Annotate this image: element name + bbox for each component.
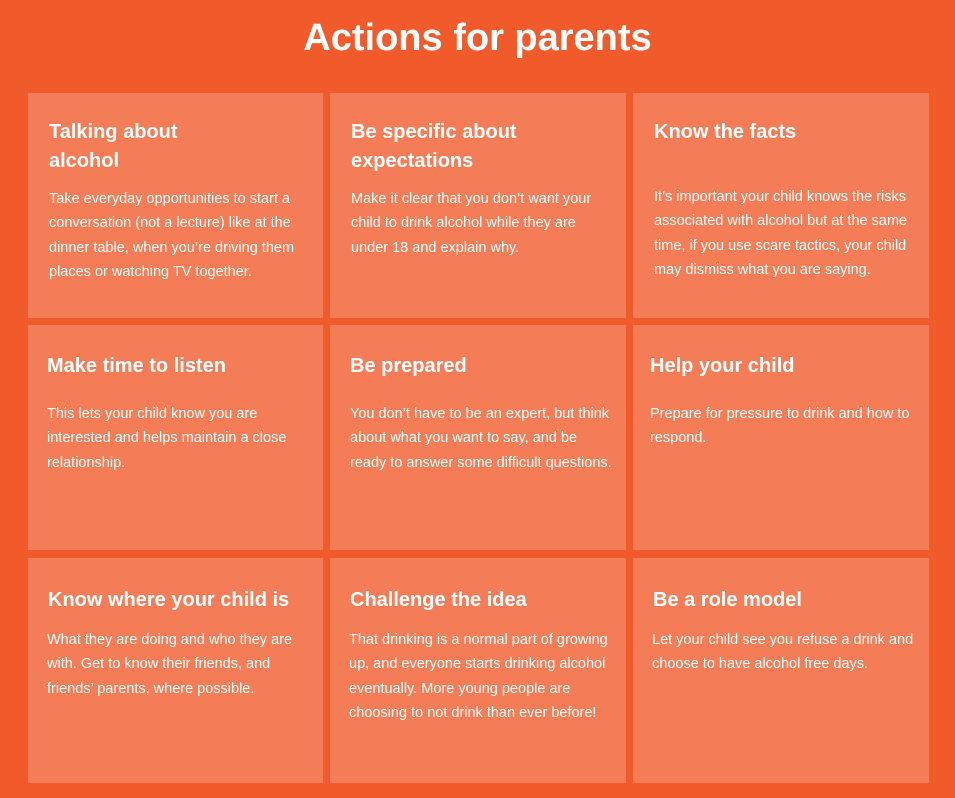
card-heading: Talking about alcohol (49, 121, 178, 172)
card-heading: Be specific about expectations (351, 121, 517, 172)
card-help-your-child (633, 325, 929, 550)
card-be-specific-about-expectations (330, 93, 626, 318)
card-heading: Be a role model (653, 589, 802, 611)
card-heading: Help your child (650, 355, 795, 377)
card-be-a-role-model (633, 558, 929, 783)
card-talking-about-alcohol (28, 93, 323, 318)
card-body: Take everyday opportunities to start a conversation (not a lecture) like at the dinner table, when you’re driving them places or watching TV together. (49, 191, 295, 281)
card-challenge-the-idea (330, 558, 626, 783)
card-heading: Challenge the idea (350, 589, 527, 611)
card-heading: Know where your child is (48, 589, 290, 611)
card-body: What they are doing and who they are with. Get to know their friends, and friends’ parents, where possible. (47, 632, 293, 697)
card-body: This lets your child know you are interested and helps maintain a close relationship. (47, 406, 287, 471)
card-heading: Know the facts (654, 121, 797, 143)
card-know-the-facts (633, 93, 929, 318)
card-body: Make it clear that you don’t want your child to drink alcohol while they are under 18 and explain why. (351, 191, 592, 256)
card-body: It’s important your child knows the risks associated with alcohol but at the same time, if you use scare tactics, your child may dismiss what you are saying. (654, 189, 908, 279)
card-heading: Be prepared (350, 355, 467, 377)
card-heading: Make time to listen (47, 355, 226, 377)
card-body: Prepare for pressure to drink and how to respond. (650, 406, 910, 447)
card-be-prepared (330, 325, 626, 550)
card-body: That drinking is a normal part of growing up, and everyone starts drinking alcohol eventually. More young people are choosing to not drink than ever before! (349, 632, 608, 722)
card-make-time-to-listen (28, 325, 323, 550)
card-body: You don’t have to be an expert, but think about what you want to say, and be ready to answer some difficult questions. (350, 406, 612, 471)
card-know-where-your-child-is (28, 558, 323, 783)
card-body: Let your child see you refuse a drink and choose to have alcohol free days. (652, 632, 914, 673)
page-title: Actions for parents (303, 17, 652, 59)
